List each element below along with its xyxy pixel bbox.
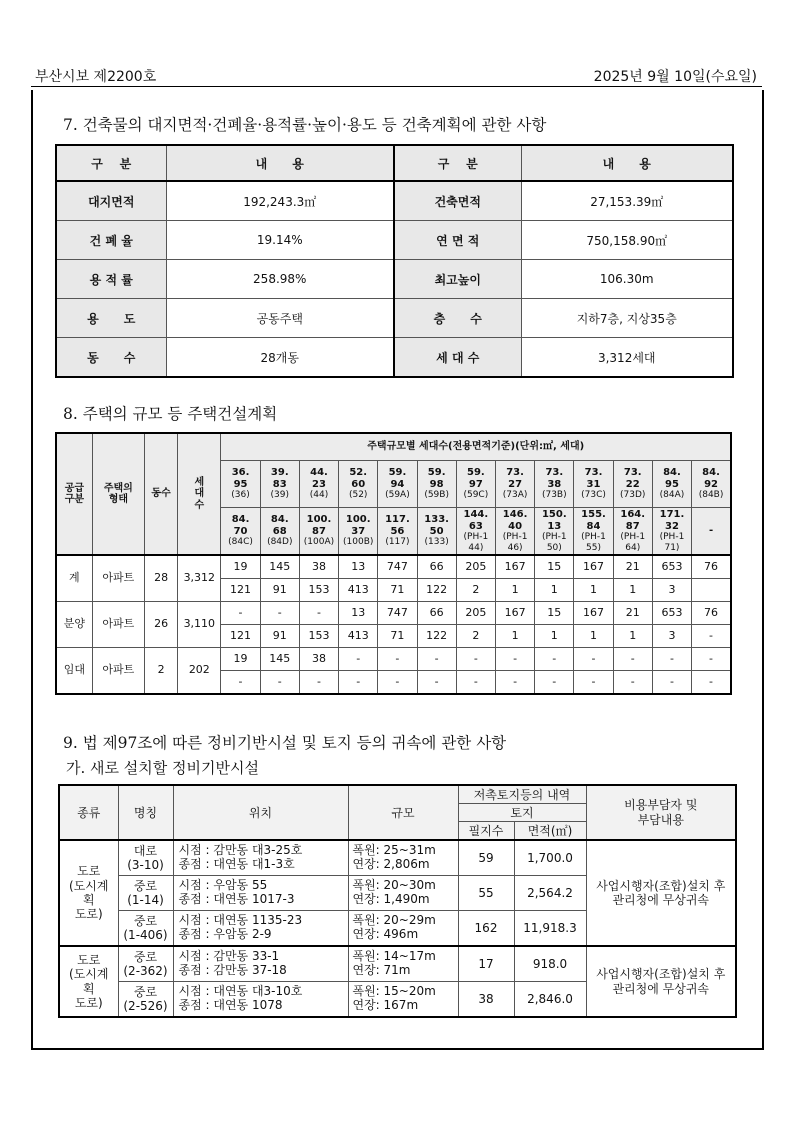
unit-count: 145 [260,555,299,579]
unit-count: 91 [260,625,299,648]
row-label: 건축면적 [394,181,521,221]
size-column-header [378,508,417,556]
unit-count: 121 [221,579,260,602]
unit-count: 71 [378,579,417,602]
size-column-header [378,461,417,508]
size-value: 150. 13 [541,509,567,532]
unit-count: - [260,671,299,695]
parcel-count: 55 [458,876,514,911]
facility-scale: 폭원: 15~20m 연장: 167m [348,982,458,1018]
size-value: 73. 27 [506,467,524,490]
facility-location: 시점 : 감만동 33-1 종점 : 감만동 37-18 [173,946,348,982]
group-type: 아파트 [92,555,144,602]
size-column-header [221,461,260,508]
group-units: 3,110 [178,602,221,648]
section8-title: 8. 주택의 규모 등 주택건설계획 [63,405,278,423]
column-header: 구 분 [56,145,166,181]
unit-count: - [339,648,378,671]
land-area: 918.0 [514,946,586,982]
table-row [56,602,731,625]
unit-count: 21 [613,602,652,625]
table-row [56,181,733,221]
size-type-code: (PH-1 44) [463,532,489,553]
size-type-code: (73B) [541,490,567,501]
parcels-header: 필지수 [458,822,514,841]
facility-scale: 폭원: 20~29m 연장: 496m [348,911,458,947]
unit-count: - [378,671,417,695]
unit-count: - [260,602,299,625]
group-type: 아파트 [92,602,144,648]
table-row [59,946,736,982]
size-column-header [260,461,299,508]
row-label: 용 적 률 [56,260,166,299]
location-header: 위치 [173,785,348,840]
size-type-code: (39) [270,490,289,501]
size-column-header [692,508,731,556]
size-value: 73. 38 [545,467,564,490]
type-header: 주택의 형태 [92,433,144,555]
unit-count: 19 [221,648,260,671]
size-column-header [495,508,534,556]
row-value: 192,243.3㎡ [166,181,394,221]
size-value: 73. 31 [584,467,603,490]
table-row [56,221,733,260]
group-units: 202 [178,648,221,695]
size-type-code: (73A) [502,490,528,501]
unit-count: - [652,671,691,695]
header-rule [31,86,762,87]
table-row [56,648,731,671]
unit-count: 76 [692,555,731,579]
unit-count: 205 [456,602,495,625]
row-value: 750,158.90㎡ [521,221,733,260]
size-value: 100. 87 [306,514,332,537]
row-value: 3,312세대 [521,338,733,378]
page-header-date: 2025년 9월 10일(수요일) [593,69,757,85]
group-units: 3,312 [178,555,221,602]
unit-count: 167 [495,555,534,579]
column-header: 내 용 [521,145,733,181]
unit-count: - [299,671,338,695]
size-type-code: (PH-1 55) [581,532,606,553]
row-label: 세 대 수 [394,338,521,378]
size-type-code: (84B) [698,490,724,501]
size-column-header [221,508,260,556]
scale-header: 규모 [348,785,458,840]
size-value: 84. 70 [231,514,250,537]
land-header: 토지 [458,804,586,822]
unit-count: 205 [456,555,495,579]
unit-count: 167 [574,602,613,625]
size-type-code: (84C) [228,537,253,548]
parcel-count: 38 [458,982,514,1018]
unit-count: 91 [260,579,299,602]
unit-count: - [574,648,613,671]
size-value: 39. 83 [270,467,289,490]
size-column-header [260,508,299,556]
unit-count: 2 [456,579,495,602]
unit-count: - [495,671,534,695]
units-header: 세 대 수 [178,433,221,555]
size-column-header [299,508,338,556]
land-area: 1,700.0 [514,840,586,876]
size-value: 84. 68 [270,514,289,537]
parcel-count: 59 [458,840,514,876]
infrastructure-table [58,784,737,1018]
facility-location: 시점 : 대연동 1135-23 종점 : 우암동 2-9 [173,911,348,947]
unit-count: 747 [378,602,417,625]
size-type-code: (PH-1 64) [620,532,646,553]
size-value: 84. 92 [702,467,720,490]
size-column-header [652,461,691,508]
size-type-code: (117) [385,537,410,548]
size-column-header [339,461,378,508]
name-header: 명칭 [118,785,173,840]
table-header-row [56,433,731,461]
unit-count: 1 [613,579,652,602]
section7-title: 7. 건축물의 대지면적·건폐율·용적률·높이·용도 등 건축계획에 관한 사항 [63,116,547,134]
size-type-code: (59A) [385,490,410,501]
size-column-header [613,508,652,556]
size-type-code: (100B) [343,537,374,548]
unit-count: - [535,648,574,671]
housing-plan-table [55,432,732,695]
group-supply: 분양 [56,602,92,648]
size-type-code: (84A) [659,490,685,501]
unit-count: 2 [456,625,495,648]
size-type-code: (73C) [581,490,606,501]
facility-scale: 폭원: 25~31m 연장: 2,806m [348,840,458,876]
size-value: 146. 40 [502,509,528,532]
unit-count: - [692,625,731,648]
unit-count: - [456,671,495,695]
row-label: 대지면적 [56,181,166,221]
unit-count: 1 [495,579,534,602]
unit-count: 1 [535,579,574,602]
unit-count: - [221,602,260,625]
facility-name: 대로 (3-10) [118,840,173,876]
row-value: 28개동 [166,338,394,378]
unit-count: 153 [299,625,338,648]
table-row [56,555,731,579]
row-value: 106.30m [521,260,733,299]
size-value: 36. 95 [231,467,250,490]
size-value: 59. 98 [427,467,446,490]
size-column-header [417,508,456,556]
size-column-header [535,508,574,556]
group-supply: 임대 [56,648,92,695]
unit-count [692,579,731,602]
group-type: 아파트 [92,648,144,695]
table-row [59,840,736,876]
size-column-header [692,461,731,508]
size-column-header [456,508,495,556]
size-column-header [456,461,495,508]
unit-count: 653 [652,602,691,625]
unit-count: - [692,648,731,671]
size-column-header [495,461,534,508]
unit-count: 13 [339,555,378,579]
unit-count: - [613,671,652,695]
size-value: 84. 95 [663,467,681,490]
size-value: 171. 32 [659,509,685,532]
unit-count: 653 [652,555,691,579]
unit-count: - [221,671,260,695]
unit-count: 1 [495,625,534,648]
group-supply: 계 [56,555,92,602]
size-type-code: (36) [231,490,250,501]
unit-count: 66 [417,555,456,579]
unit-count: - [495,648,534,671]
row-value: 공동주택 [166,299,394,338]
size-type-code: (52) [348,490,368,501]
unit-count: - [535,671,574,695]
unit-count: 71 [378,625,417,648]
land-area: 2,564.2 [514,876,586,911]
dong-header: 동수 [145,433,178,555]
row-label: 최고높이 [394,260,521,299]
land-detail-header: 저촉토지등의 내역 [458,785,586,804]
parcel-count: 162 [458,911,514,947]
unit-count: 1 [574,579,613,602]
kind-header: 종류 [59,785,118,840]
table-row [56,338,733,378]
size-type-code: (59B) [424,490,449,501]
unit-count: 3 [652,579,691,602]
size-column-header [574,461,613,508]
unit-count: 15 [535,555,574,579]
size-type-code: (73D) [620,490,646,501]
unit-count: 76 [692,602,731,625]
unit-count: - [378,648,417,671]
size-value: 52. 60 [349,467,368,490]
facility-name: 중로 (1-14) [118,876,173,911]
group-dong: 26 [145,602,178,648]
facility-location: 시점 : 대연동 대3-10호 종점 : 대연동 1078 [173,982,348,1018]
section9-title: 9. 법 제97조에 따른 정비기반시설 및 토지 등의 귀속에 관한 사항 [63,734,507,752]
row-label: 건 폐 율 [56,221,166,260]
area-header: 면적(㎡) [514,822,586,841]
unit-count: 19 [221,555,260,579]
facility-location: 시점 : 감만동 대3-25호 종점 : 대연동 대1-3호 [173,840,348,876]
land-area: 2,846.0 [514,982,586,1018]
size-type-code: (59C) [463,490,489,501]
size-value: 73. 22 [623,467,642,490]
size-column-header [652,508,691,556]
size-type-code: (44) [309,490,329,501]
size-type-code: (PH-1 50) [541,532,567,553]
unit-count: 21 [613,555,652,579]
row-label: 층 수 [394,299,521,338]
row-label: 연 면 적 [394,221,521,260]
unit-count: 38 [299,648,338,671]
unit-count: 13 [339,602,378,625]
row-value: 지하7층, 지상35층 [521,299,733,338]
size-value: 155. 84 [581,509,606,532]
size-value: 164. 87 [620,509,646,532]
unit-count: 413 [339,625,378,648]
unit-count: 1 [574,625,613,648]
unit-count: - [299,602,338,625]
table-header-row [59,785,736,804]
size-value: 44. 23 [310,467,328,490]
unit-count: 122 [417,579,456,602]
group-dong: 2 [145,648,178,695]
size-column-header [339,508,378,556]
facility-kind: 도로 (도시계 획 도로) [59,840,118,946]
facility-kind: 도로 (도시계 획 도로) [59,946,118,1017]
building-plan-table [55,144,734,378]
table-row [56,299,733,338]
table-row [56,260,733,299]
unit-count: 122 [417,625,456,648]
parcel-count: 17 [458,946,514,982]
row-value: 19.14% [166,221,394,260]
size-value: 59. 97 [467,467,485,490]
section9-subtitle: 가. 새로 설치할 정비기반시설 [66,759,259,777]
unit-count: - [613,648,652,671]
unit-count: 15 [535,602,574,625]
size-value: 100. 37 [345,514,371,537]
unit-count: 66 [417,602,456,625]
column-header: 내 용 [166,145,394,181]
size-type-code: (PH-1 46) [502,532,528,553]
unit-count: 121 [221,625,260,648]
row-value: 27,153.39㎡ [521,181,733,221]
size-value: - [708,525,714,537]
unit-count: 3 [652,625,691,648]
facility-scale: 폭원: 14~17m 연장: 71m [348,946,458,982]
unit-count: - [417,648,456,671]
unit-count: 38 [299,555,338,579]
row-value: 258.98% [166,260,394,299]
unit-count: - [339,671,378,695]
unit-count: 413 [339,579,378,602]
cost-bearer: 사업시행자(조합)설치 후 관리청에 무상귀속 [586,946,736,1017]
size-column-header [613,461,652,508]
size-type-code: (100A) [303,537,335,548]
size-column-header [535,461,574,508]
page-header-publication: 부산시보 제2200호 [35,69,157,85]
size-caption: 주택규모별 세대수(전용면적기준)(단위:㎡, 세대) [221,433,731,461]
table-header-row [56,145,733,181]
group-dong: 28 [145,555,178,602]
unit-count: 747 [378,555,417,579]
unit-count: - [652,648,691,671]
unit-count: - [574,671,613,695]
unit-count: - [456,648,495,671]
supply-header: 공급 구분 [56,433,92,555]
unit-count: 167 [495,602,534,625]
size-value: 133. 50 [424,514,449,537]
size-column-header [574,508,613,556]
row-label: 동 수 [56,338,166,378]
size-value: 117. 56 [385,514,410,537]
row-label: 용 도 [56,299,166,338]
unit-count: 145 [260,648,299,671]
cost-header: 비용부담자 및 부담내용 [586,785,736,840]
size-type-code: (84D) [267,537,293,548]
unit-count: 1 [535,625,574,648]
size-type-code: (PH-1 71) [659,532,685,553]
size-type-code: (133) [424,537,449,548]
unit-count: - [417,671,456,695]
unit-count: 167 [574,555,613,579]
unit-count: 1 [613,625,652,648]
facility-scale: 폭원: 20~30m 연장: 1,490m [348,876,458,911]
facility-location: 시점 : 우암동 55 종점 : 대연동 1017-3 [173,876,348,911]
size-column-header [299,461,338,508]
cost-bearer: 사업시행자(조합)설치 후 관리청에 무상귀속 [586,840,736,946]
unit-count: 153 [299,579,338,602]
size-value: 144. 63 [463,509,489,532]
facility-name: 중로 (2-526) [118,982,173,1018]
size-value: 59. 94 [388,467,407,490]
column-header: 구 분 [394,145,521,181]
unit-count: - [692,671,731,695]
size-column-header [417,461,456,508]
facility-name: 중로 (1-406) [118,911,173,947]
facility-name: 중로 (2-362) [118,946,173,982]
land-area: 11,918.3 [514,911,586,947]
